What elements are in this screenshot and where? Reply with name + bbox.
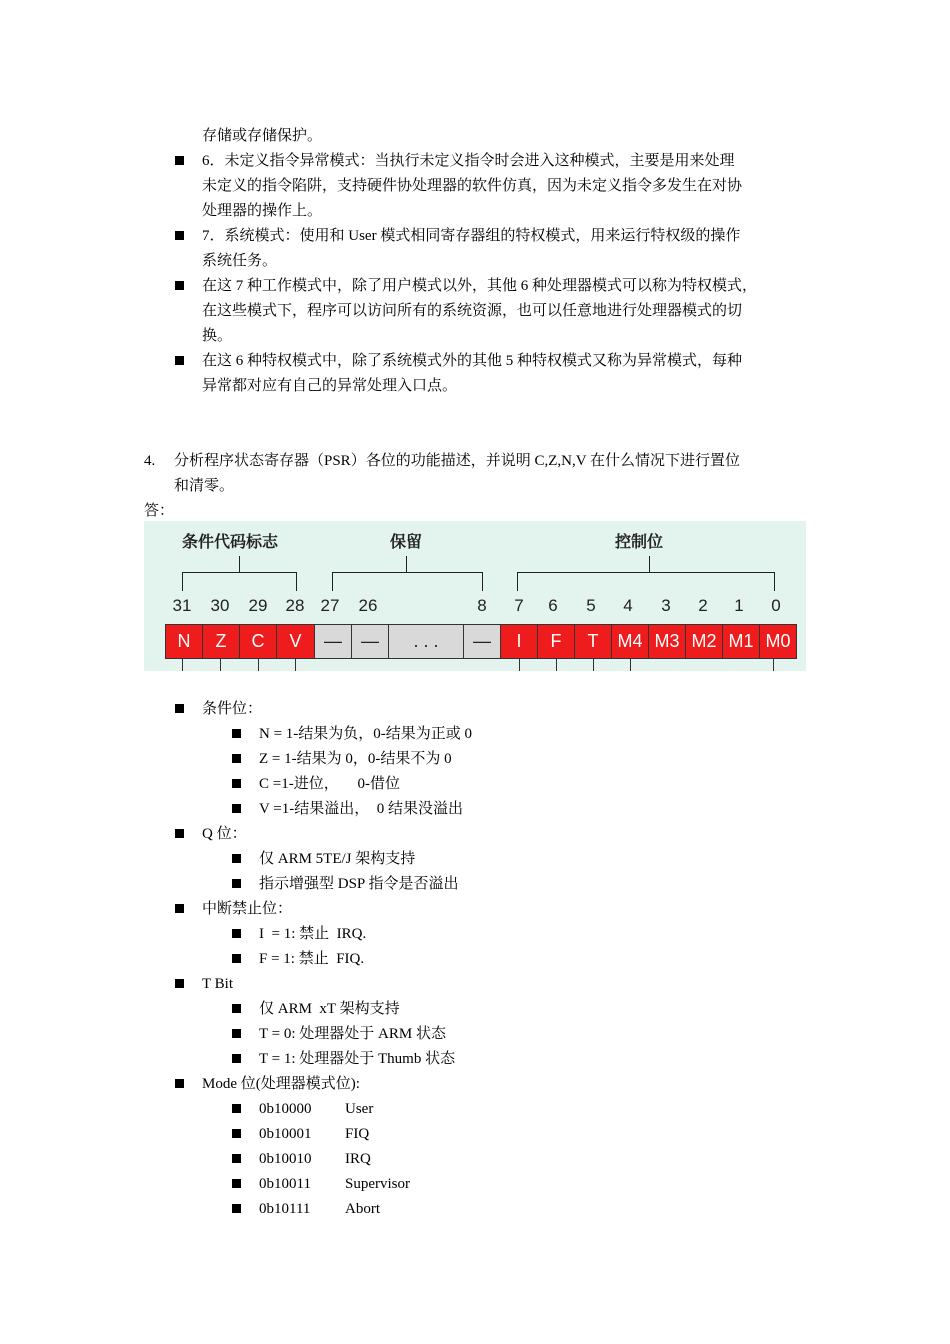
cell-tick [630, 659, 631, 671]
bullet-icon [232, 954, 241, 963]
bullet-icon [232, 929, 241, 938]
bullet-icon [175, 704, 184, 713]
list-item-line: 换。 [202, 328, 233, 344]
list-item-label: 中断禁止位： [202, 901, 293, 917]
list-item-line: 7．系统模式：使用和 User 模式相同寄存器组的特权模式，用来运行特权级的操作 [202, 228, 741, 244]
list-item-line: 在这 6 种特权模式中，除了系统模式外的其他 5 种特权模式又称为异常模式，每种 [202, 353, 743, 369]
bullet-icon [175, 281, 184, 290]
bit-number: 7 [514, 596, 524, 615]
bit-number: 6 [548, 596, 558, 615]
bit-number: 4 [623, 596, 633, 615]
mode-code: 0b10011 [259, 1176, 311, 1192]
bit-number: 27 [320, 596, 340, 615]
bracket-stem [239, 556, 240, 572]
bracket-stem [649, 556, 650, 572]
list-item-line: 6．未定义指令异常模式：当执行未定义指令时会进入这种模式，主要是用来处理 [202, 153, 735, 169]
psr-cell-reserved: — [351, 624, 389, 659]
cell-tick [295, 659, 296, 671]
psr-cell-c: C [239, 624, 277, 659]
cell-tick [556, 659, 557, 671]
psr-cell-n: N [165, 624, 203, 659]
bullet-icon [232, 1054, 241, 1063]
bullet-icon [175, 231, 184, 240]
answer-label: 答： [144, 503, 175, 519]
psr-cell-m3: M3 [648, 624, 686, 659]
list-item-line: 处理器的操作上。 [202, 203, 323, 219]
psr-cell-m1: M1 [722, 624, 760, 659]
bullet-icon [175, 156, 184, 165]
bullet-icon [175, 1079, 184, 1088]
bullet-icon [232, 779, 241, 788]
bit-number: 0 [771, 596, 781, 615]
group-label-reserved: 保留 [390, 532, 423, 551]
bullet-icon [232, 1104, 241, 1113]
list-item-line: 在这些模式下，程序可以访问所有的系统资源，也可以任意地进行处理器模式的切 [202, 303, 743, 319]
psr-diagram [144, 521, 806, 671]
question-text: 和清零。 [174, 478, 235, 494]
bullet-icon [175, 829, 184, 838]
psr-cell-reserved: — [314, 624, 352, 659]
cell-tick [593, 659, 594, 671]
bit-number: 31 [172, 596, 192, 615]
sub-item: T = 1: 处理器处于 Thumb 状态 [259, 1051, 456, 1067]
mode-code: 0b10111 [259, 1201, 311, 1217]
mode-code: 0b10010 [259, 1151, 312, 1167]
bullet-icon [232, 1204, 241, 1213]
list-continuation: 存储或存储保护。 [202, 128, 323, 144]
list-item-line: 系统任务。 [202, 253, 278, 269]
bullet-icon [232, 854, 241, 863]
psr-cell-reserved: — [463, 624, 501, 659]
bit-number: 30 [210, 596, 230, 615]
list-item-line: 未定义的指令陷阱，支持硬件协处理器的软件仿真，因为未定义指令多发生在对协 [202, 178, 743, 194]
sub-item: 仅 ARM 5TE/J 架构支持 [259, 851, 416, 867]
sub-item: 指示增强型 DSP 指令是否溢出 [259, 876, 459, 892]
psr-cell-m2: M2 [685, 624, 723, 659]
list-item-label: T Bit [202, 976, 233, 992]
bullet-icon [175, 356, 184, 365]
list-item-line: 异常都对应有自己的异常处理入口点。 [202, 378, 458, 394]
bracket-condition [182, 572, 297, 591]
psr-cell-ellipsis: . . . [388, 624, 464, 659]
sub-item: T = 0: 处理器处于 ARM 状态 [259, 1026, 446, 1042]
mode-name: FIQ [345, 1126, 370, 1142]
psr-cell-f: F [537, 624, 575, 659]
list-item-line: 在这 7 种工作模式中，除了用户模式以外，其他 6 种处理器模式可以称为特权模式， [202, 278, 758, 294]
sub-item: F = 1: 禁止 FIQ. [259, 951, 365, 967]
bullet-icon [232, 1154, 241, 1163]
bullet-icon [232, 1179, 241, 1188]
bullet-icon [232, 1129, 241, 1138]
psr-cell-m4: M4 [611, 624, 649, 659]
list-item-label: Q 位： [202, 826, 247, 842]
psr-cell-m0: M0 [759, 624, 797, 659]
bullet-icon [232, 1029, 241, 1038]
bit-number: 29 [248, 596, 268, 615]
sub-item: 仅 ARM xT 架构支持 [259, 1001, 400, 1017]
sub-item: N = 1-结果为负，0-结果为正或 0 [259, 726, 473, 742]
bit-number: 3 [661, 596, 671, 615]
sub-item: Z = 1-结果为 0，0-结果不为 0 [259, 751, 452, 767]
list-item-label: 条件位： [202, 701, 263, 717]
bit-number: 5 [586, 596, 596, 615]
mode-name: Abort [345, 1201, 380, 1217]
sub-item: C =1-进位， 0-借位 [259, 776, 400, 792]
cell-tick [258, 659, 259, 671]
cell-tick [182, 659, 183, 671]
bracket-stem [406, 556, 407, 572]
mode-code: 0b10000 [259, 1101, 312, 1117]
bit-number: 28 [285, 596, 305, 615]
bullet-icon [232, 754, 241, 763]
cell-tick [519, 659, 520, 671]
bracket-control [517, 572, 775, 591]
sub-item: I = 1: 禁止 IRQ. [259, 926, 367, 942]
mode-name: IRQ [345, 1151, 371, 1167]
mode-name: Supervisor [345, 1176, 410, 1192]
bit-number: 1 [734, 596, 744, 615]
bullet-icon [232, 879, 241, 888]
question-text: 分析程序状态寄存器（PSR）各位的功能描述，并说明 C,Z,N,V 在什么情况下进行置位 [174, 453, 741, 469]
cell-tick [220, 659, 221, 671]
list-item-label: Mode 位(处理器模式位): [202, 1076, 360, 1092]
mode-code: 0b10001 [259, 1126, 312, 1142]
mode-name: User [345, 1101, 374, 1117]
psr-cell-i: I [500, 624, 538, 659]
bullet-icon [175, 904, 184, 913]
group-label-condition: 条件代码标志 [182, 532, 279, 551]
group-label-control: 控制位 [615, 532, 664, 551]
bullet-icon [175, 979, 184, 988]
question-number: 4. [144, 453, 156, 469]
bullet-icon [232, 804, 241, 813]
bracket-reserved [332, 572, 483, 591]
cell-tick [773, 659, 774, 671]
psr-cell-z: Z [202, 624, 240, 659]
bullet-icon [232, 1004, 241, 1013]
bit-number: 2 [698, 596, 708, 615]
bit-number: 26 [358, 596, 378, 615]
psr-cell-t: T [574, 624, 612, 659]
sub-item: V =1-结果溢出， 0 结果没溢出 [259, 801, 464, 817]
psr-cell-v: V [276, 624, 315, 659]
bullet-icon [232, 729, 241, 738]
bit-number: 8 [477, 596, 487, 615]
